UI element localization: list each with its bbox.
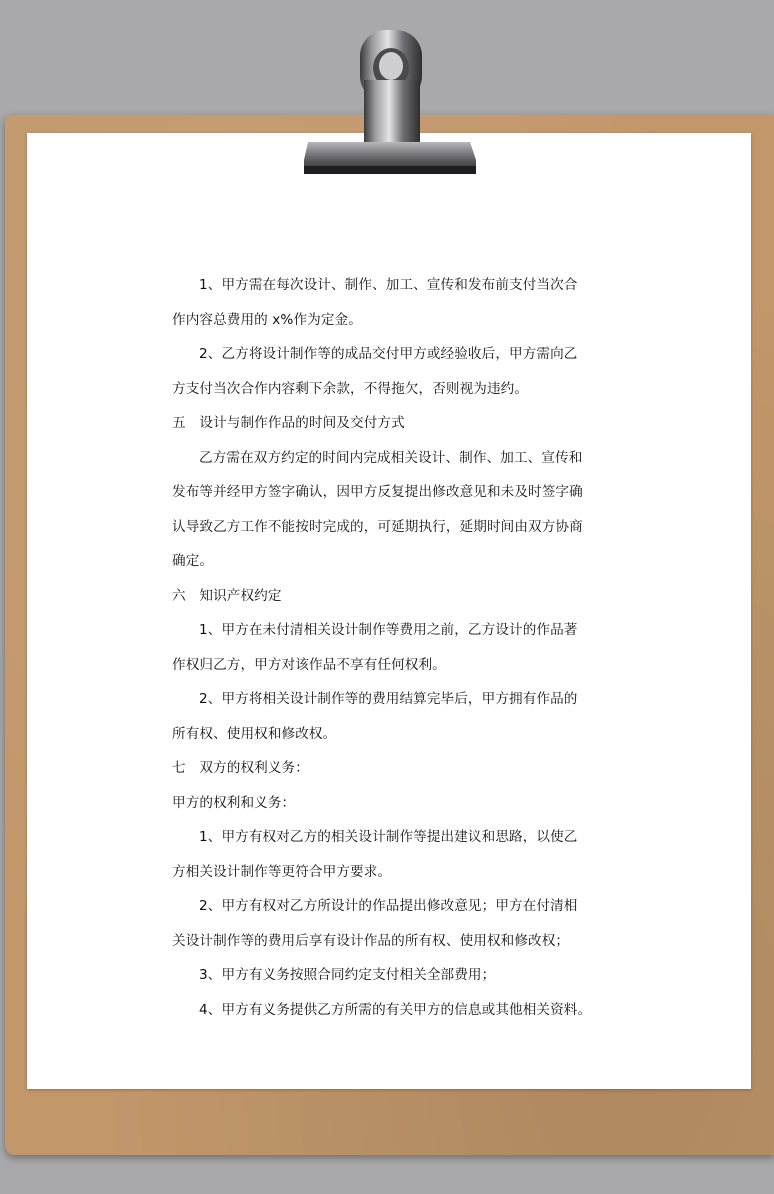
section-heading: 五 设计与制作作品的时间及交付方式 bbox=[172, 415, 405, 431]
text-line: 发布等并经甲方签字确认，因甲方反复提出修改意见和未及时签字确 bbox=[172, 484, 583, 500]
text-line: 确定。 bbox=[172, 553, 214, 569]
text-line: 2、甲方有权对乙方所设计的作品提出修改意见；甲方在付清相 bbox=[199, 898, 578, 914]
text-line: 3、甲方有义务按照合同约定支付相关全部费用； bbox=[199, 967, 496, 983]
text-line: 乙方需在双方约定的时间内完成相关设计、制作、加工、宣传和 bbox=[199, 449, 583, 466]
text-line: 方支付当次合作内容剩下余款，不得拖欠，否则视为违约。 bbox=[172, 380, 529, 397]
text-line: 2、乙方将设计制作等的成品交付甲方或经验收后，甲方需向乙 bbox=[199, 346, 578, 362]
section-heading: 七 双方的权利义务： bbox=[172, 760, 309, 776]
text-line: 认导致乙方工作不能按时完成的，可延期执行，延期时间由双方协商 bbox=[172, 518, 583, 535]
document-body bbox=[172, 268, 612, 1027]
section-heading: 六 知识产权约定 bbox=[172, 587, 282, 604]
text-line: 1、甲方需在每次设计、制作、加工、宣传和发布前支付当次合 bbox=[199, 277, 578, 293]
subsection-heading: 甲方的权利和义务： bbox=[172, 794, 296, 811]
text-line: 作权归乙方，甲方对该作品不享有任何权利。 bbox=[172, 656, 446, 673]
text-line: 方相关设计制作等更符合甲方要求。 bbox=[172, 863, 392, 880]
text-line: 关设计制作等的费用后享有设计作品的所有权、使用权和修改权； bbox=[172, 932, 570, 949]
text-line: 所有权、使用权和修改权。 bbox=[172, 725, 337, 742]
text-line: 作内容总费用的 x%作为定金。 bbox=[172, 311, 362, 328]
text-line: 1、甲方在未付清相关设计制作等费用之前，乙方设计的作品著 bbox=[199, 622, 578, 638]
text-line: 1、甲方有权对乙方的相关设计制作等提出建议和思路，以使乙 bbox=[199, 829, 578, 845]
text-line: 2、甲方将相关设计制作等的费用结算完毕后，甲方拥有作品的 bbox=[199, 691, 578, 707]
binder-clip-icon bbox=[290, 20, 490, 180]
text-line: 4、甲方有义务提供乙方所需的有关甲方的信息或其他相关资料。 bbox=[199, 1001, 592, 1018]
